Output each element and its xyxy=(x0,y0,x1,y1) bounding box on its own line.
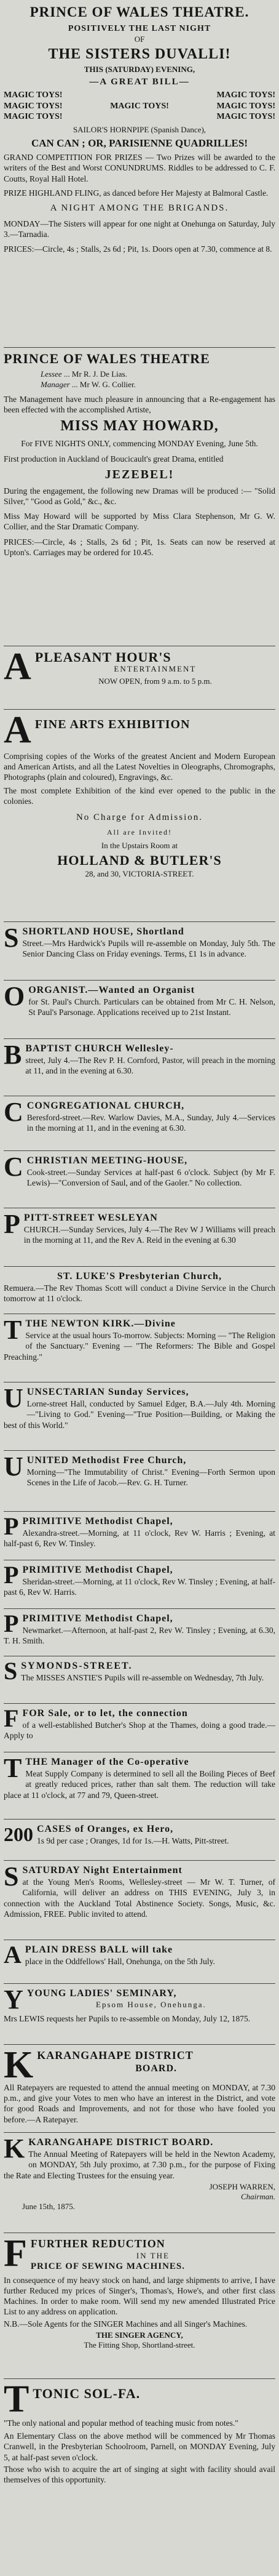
ad-newton-kirk xyxy=(4,1314,275,1382)
ad-tonic-sol-fa xyxy=(4,2379,275,2486)
ad-line: In the Upstairs Room at xyxy=(101,841,178,851)
ad-plain-dress-ball xyxy=(4,1940,275,1984)
drop-cap: 200 xyxy=(4,1823,33,1845)
ad-paragraph: Street.—Mrs Hardwick's Pupils will re-assemble on Monday, July 5th. The Senior Dancing Class on Friday evenings. Terms, £1 1s in advance. xyxy=(22,939,275,959)
toys-right: MAGIC TOYS! MAGIC TOYS! MAGIC TOYS! xyxy=(216,90,275,122)
ad-primitive-3 xyxy=(4,1609,275,1656)
ad-paragraph: The Management have much pleasure in announcing that a Re-engagement has been effected with the accomplished Artiste, xyxy=(4,394,275,415)
drop-cap: P xyxy=(4,1561,19,1589)
ad-prince-of-wales-duvalli xyxy=(4,1,275,348)
drop-cap: P xyxy=(4,1209,20,1239)
ad-title: PITT-STREET WESLEYAN xyxy=(23,1213,158,1223)
ad-title: PRIMITIVE Methodist Chapel, xyxy=(22,1516,173,1527)
ad-line: The Fitting Shop, Shortland-street. xyxy=(84,2340,195,2350)
ad-title-2: IN THE xyxy=(136,2250,170,2260)
ad-cooperative xyxy=(4,1752,275,1820)
drop-cap: A xyxy=(4,1941,22,1968)
ad-line: —A GREAT BILL— xyxy=(89,77,190,87)
ad-congregational xyxy=(4,1096,275,1151)
ad-paragraph: Remuera.—The Rev Thomas Scott will conduct a Divine Service in the Church tomorrow at 11 o'clock. xyxy=(4,1283,275,1304)
ad-paragraph: N.B.—Sole Agents for the SINGER Machines and all Singer's Machines. xyxy=(4,2319,248,2329)
ad-title: CONGREGATIONAL CHURCH, xyxy=(26,1101,185,1111)
ad-paragraph: place in the Oddfellows' Hall, Onehunga, on the 5th July. xyxy=(25,1957,215,1966)
drop-cap: K xyxy=(4,2133,25,2164)
drop-cap: S xyxy=(4,1657,18,1685)
toys-mid: MAGIC TOYS! xyxy=(110,101,169,111)
drop-cap: U xyxy=(4,1451,23,1482)
drop-cap: C xyxy=(4,1152,23,1182)
ad-fine-arts xyxy=(4,710,275,922)
ad-paragraph: An Elementary Class on the above method will be commenced by Mr Thomas Cranwell, in the Presbyterian Schoolroom, Parnell, on MONDAY Evening, July 5, at half-past seven o'clock. xyxy=(4,2431,275,2462)
manager-name: Mr W. G. Collier. xyxy=(79,379,136,389)
ad-line: A NIGHT AMONG THE BRIGANDS. xyxy=(50,203,229,214)
ad-united-methodist xyxy=(4,1451,275,1512)
manager-row: Manager ... Mr W. G. Collier. xyxy=(41,379,136,389)
drop-cap: T xyxy=(4,1753,22,1783)
ad-title: FINE ARTS EXHIBITION xyxy=(34,718,191,731)
ad-paragraph: First production in Auckland of Boucicault's great Drama, entitled xyxy=(4,454,224,463)
notice-date: June 15th, 1875. xyxy=(22,2202,75,2212)
toys-left: MAGIC TOYS! MAGIC TOYS! MAGIC TOYS! xyxy=(4,90,63,122)
ad-pleasant-hour xyxy=(4,646,275,710)
ad-title: SHORTLAND HOUSE, Shortland xyxy=(22,926,184,937)
signer: JOSEPH WARREN, xyxy=(209,2181,275,2191)
drop-cap: S xyxy=(4,1861,19,1892)
ad-paragraph: All Ratepayers are requested to attend the annual meeting on MONDAY, at 7.30 p.m., and give your Votes to men who have an interest in the District, and vote for good Roads and Improvements, and not for those who have fooled you before.—A Ratepayer. xyxy=(4,2082,275,2124)
ad-paragraph: PRICES:—Circle, 4s ; Stalls, 2s 6d ; Pit, 1s. Seats can now be reserved at Upton's. Carriages may be ordered for 10.45. xyxy=(4,537,275,558)
signer-role: Chairman. xyxy=(241,2192,275,2202)
ad-title: PRINCE OF WALES THEATRE xyxy=(4,351,210,366)
ad-title: PRIMITIVE Methodist Chapel, xyxy=(22,1613,173,1624)
ad-line: OF xyxy=(134,34,145,44)
ad-line: NOW OPEN, from 9 a.m. to 5 p.m. xyxy=(98,676,212,686)
ad-paragraph: "The only national and popular method of teaching music from notes." xyxy=(4,2418,238,2428)
ad-primitive-1 xyxy=(4,1512,275,1560)
ad-title: SYMONDS-STREET. xyxy=(21,1661,133,1671)
ad-paragraph: Newmarket.—Afternoon, at half-past 2, Rev W. Tinsley ; Evening, at 6.30, T. H. Smith. xyxy=(4,1626,275,1646)
ad-title: CASES of Oranges, ex Hero, xyxy=(37,1824,174,1834)
lessee-name: Mr R. J. De Lias. xyxy=(71,369,127,379)
ad-paragraph: Miss May Howard will be supported by Miss Clara Stephenson, Mr G. W. Collier, and the Star Dramatic Company. xyxy=(4,511,275,531)
ad-line: Epsom House, Onehunga. xyxy=(96,2000,206,2009)
ad-title: THE NEWTON KIRK.—Divine xyxy=(25,1318,176,1329)
ad-paragraph: The Annual Meeting of Ratepayers will be held in the Newton Academy, on MONDAY, 5th July proximo, at 7.30 p.m., for the purpose of Fixing the Rate and Electing Trustees for the ensuing year. xyxy=(4,2149,275,2180)
ad-karangahape-1 xyxy=(4,2045,275,2133)
ad-prince-of-wales-howard xyxy=(4,348,275,646)
ad-title: PLAIN DRESS BALL will take xyxy=(25,1944,173,1955)
drop-cap: B xyxy=(4,1040,22,1070)
ad-line: 28, and 30, VICTORIA-STREET. xyxy=(85,869,194,878)
ad-title: TONIC SOL-FA. xyxy=(33,2386,141,2401)
ad-pitt-street xyxy=(4,1208,275,1267)
ad-paragraph: GRAND COMPETITION FOR PRIZES — Two Prizes will be awarded to the writers of the Best and Worst CONUNDRUMS. Riddles to be addressed to C. F. Coutts, Royal Hall Hotel. xyxy=(4,153,275,183)
lessee-row: Lessee ... Mr R. J. De Lias. xyxy=(41,369,127,379)
ad-headline: THE SISTERS DUVALLI! xyxy=(48,46,231,62)
ad-paragraph: Lorne-street Hall, conducted by Samuel Edger, B.A.—July 4th. Morning—"Living to God." Evening—"True Position—Building, or Making the best of this World." xyxy=(4,1399,275,1430)
ad-paragraph: In consequence of my heavy stock on hand, and large shipments to arrive, I have further Reduced my prices of Singer's, Thomas's, Howe's, and other first class Machines. In order to make room. Will send my new amended Illustrated Price List to any address on application. xyxy=(4,2275,275,2317)
ad-title: CHRISTIAN MEETING-HOUSE, xyxy=(26,1155,188,1166)
ad-title: ST. LUKE'S Presbyterian Church, xyxy=(57,1271,222,1282)
ad-organist xyxy=(4,981,275,1039)
ad-paragraph: street, July 4.—The Rev P. H. Cornford, Pastor, will preach in the morning at 11, and in the evening at 6.30. xyxy=(25,1056,275,1076)
ad-headline: JEZEBEL! xyxy=(104,468,175,482)
ad-paragraph: for St. Paul's Church. Particulars can be obtained from Mr C. H. Nelson, St Paul's Parsonage. Applications received up to 21st Instant. xyxy=(28,997,275,1017)
ad-paragraph: Cook-street.—Sunday Services at half-past 6 o'clock. Subject (by Mr F. Lewis)—"Conversion of Saul, and of the Gaoler." No collection. xyxy=(26,1168,275,1188)
ad-paragraph: at the Young Men's Rooms, Wellesley-street — Mr W. T. Turner, of California, will deliver an address on THIS EVENING, July 3, in connection with the Auckland Total Abstinence Society. Songs, Music, &c. Admission, FREE. Public invited to attend. xyxy=(4,1877,275,1919)
ad-line: SAILOR'S HORNPIPE (Spanish Dance), xyxy=(73,124,206,134)
ad-title: THE Manager of the Co-operative xyxy=(25,1757,189,1767)
drop-cap: P xyxy=(4,1512,19,1540)
ad-paragraph: PRIZE HIGHLAND FLING, as danced before Her Majesty at Balmoral Castle. xyxy=(4,188,269,198)
drop-cap: K xyxy=(4,2044,34,2086)
ad-oranges xyxy=(4,1820,275,1861)
ad-paragraph: Comprising copies of the Works of the greatest Ancient and Modern European and American Artists, and all the Latest Novelties in Oleographs, Chromographs, Photographs (plain and coloured), Engravings, &c. xyxy=(4,751,275,782)
ad-title: KARANGAHAPE DISTRICT xyxy=(37,2049,194,2061)
ad-paragraph: Beresford-street.—Rev. Warlow Davies, M.A., Sunday, July 4.—Services in the morning at 11, and in the evening at 6.30. xyxy=(26,1113,275,1133)
lessee-label: Lessee xyxy=(41,369,62,379)
drop-cap: T xyxy=(4,2378,29,2420)
ad-paragraph: 1s 9d per case ; Oranges, 1d for 1s.—H. Watts, Pitt-street. xyxy=(37,1836,229,1845)
ad-title: PLEASANT HOUR'S xyxy=(34,649,171,665)
ad-paragraph: Service at the usual hours To-morrow. Subjects: Morning — "The Religion of the Sanctuary." Evening — "The Reformers: The Bible and Gospel Preaching." xyxy=(4,1331,275,1362)
ad-title: ORGANIST.—Wanted an Organist xyxy=(28,985,195,995)
ad-baptist xyxy=(4,1039,275,1096)
ad-line: All are Invited! xyxy=(107,828,172,837)
ad-paragraph: MONDAY—The Sisters will appear for one night at Onehunga on Saturday, July 3.—Tarnadia. xyxy=(4,219,275,239)
ad-paragraph: Meat Supply Company is determined to sell all the Boiling Pieces of Beef at greatly reduced prices, rather than salt them. The reduction will take place at 11 o'clock, at 77 and 79, Queen-street. xyxy=(4,1769,275,1800)
ad-christian-meeting xyxy=(4,1151,275,1208)
ad-paragraph: Sheridan-street.—Morning, at 11 o'clock, Rev W. Tinsley ; Evening, at half-past 6, Rev W. Harris. xyxy=(4,1577,275,1597)
ad-sewing-machines xyxy=(4,2233,275,2379)
ad-line: THE SINGER AGENCY, xyxy=(96,2330,183,2340)
drop-cap: A xyxy=(4,646,31,688)
ad-title: SATURDAY Night Entertainment xyxy=(22,1865,183,1876)
ad-title: PRINCE OF WALES THEATRE. xyxy=(29,4,250,20)
ad-primitive-2 xyxy=(4,1560,275,1609)
drop-cap: C xyxy=(4,1097,23,1127)
ad-paragraph: For FIVE NIGHTS ONLY, commencing MONDAY Evening, June 5th. xyxy=(21,438,258,448)
ad-paragraph: The most complete Exhibition of the kind ever opened to the public in the colonies. xyxy=(4,785,275,806)
ad-headline: MISS MAY HOWARD, xyxy=(60,418,219,435)
drop-cap: U xyxy=(4,1383,23,1413)
ad-unsectarian xyxy=(4,1382,275,1451)
ad-subtitle: ENTERTAINMENT xyxy=(114,664,197,674)
ad-title: FURTHER REDUCTION xyxy=(30,2237,165,2250)
ad-title: PRIMITIVE Methodist Chapel, xyxy=(22,1565,173,1575)
ad-paragraph: of a well-established Butcher's Shop at the Thames, doing a good trade.—Apply to xyxy=(4,1720,275,1741)
ad-title: YOUNG LADIES' SEMINARY, xyxy=(26,1988,177,1999)
magic-toys-row xyxy=(4,90,275,122)
advertisement-column xyxy=(4,1,275,2486)
ad-title: UNITED Methodist Free Church, xyxy=(26,1455,187,1466)
ad-paragraph: PRICES:—Circle, 4s ; Stalls, 2s 6d ; Pit, 1s. Doors open at 7.30, commence at 8. xyxy=(4,244,272,254)
ad-st-lukes xyxy=(4,1267,275,1314)
ad-title: BAPTIST CHURCH Wellesley- xyxy=(25,1043,174,1054)
ad-title-2: BOARD. xyxy=(135,2063,177,2074)
drop-cap: S xyxy=(4,923,19,953)
ad-symonds-street xyxy=(4,1656,275,1704)
ad-paragraph: Alexandra-street.—Morning, at 11 o'clock, Rev W. Harris ; Evening, at half-past 6, Rev W. Tinsley. xyxy=(4,1528,275,1549)
ad-paragraph: The MISSES ANSTIE'S Pupils will re-assemble on Wednesday, 7th July. xyxy=(21,1673,264,1682)
ad-title: FOR Sale, or to let, the connection xyxy=(22,1708,188,1719)
ad-headline: HOLLAND & BUTLER'S xyxy=(57,853,222,869)
drop-cap: P xyxy=(4,1610,19,1637)
ad-title-3: PRICE OF SEWING MACHINES. xyxy=(30,2261,186,2271)
drop-cap: F xyxy=(4,2233,27,2274)
drop-cap: O xyxy=(4,981,25,1011)
ad-for-sale xyxy=(4,1704,275,1752)
ad-line: CAN CAN ; OR, PARISIENNE QUADRILLES! xyxy=(31,137,248,150)
ad-line: No Charge for Admission. xyxy=(76,813,203,823)
ad-shortland-house xyxy=(4,922,275,981)
drop-cap: Y xyxy=(4,1984,23,2015)
ad-line: POSITIVELY THE LAST NIGHT xyxy=(68,24,211,34)
manager-label: Manager xyxy=(41,379,70,389)
ad-paragraph: Mrs LEWIS requests her Pupils to re-assemble on Monday, July 12, 1875. xyxy=(4,2014,251,2024)
ad-title: UNSECTARIAN Sunday Services, xyxy=(26,1387,189,1397)
ad-seminary xyxy=(4,1984,275,2045)
ad-line: THIS (SATURDAY) EVENING, xyxy=(84,65,195,74)
ad-paragraph: CHURCH.—Sunday Services, July 4.—The Rev W J Williams will preach in the morning at 11, and the Rev A. Reid in the evening at 6.30 xyxy=(23,1225,275,1245)
drop-cap: F xyxy=(4,1704,19,1732)
ad-paragraph: During the engagement, the following new Dramas will be produced :— "Solid Silver," "Good as Gold," &c., &c. xyxy=(4,486,275,507)
ad-saturday-entertainment xyxy=(4,1861,275,1940)
ad-karangahape-2 xyxy=(4,2133,275,2233)
drop-cap: A xyxy=(4,709,31,751)
ad-paragraph: Those who wish to acquire the art of singing at sight with facility should avail themselves of this opportunity. xyxy=(4,2464,275,2485)
ad-title: KARANGAHAPE DISTRICT BOARD. xyxy=(28,2137,214,2148)
ad-paragraph: Morning—"The Immutability of Christ." Evening—Forth Sermon upon Scenes in the Life of Jacob.—Rev. G. H. Turner. xyxy=(26,1467,275,1488)
drop-cap: T xyxy=(4,1315,22,1345)
